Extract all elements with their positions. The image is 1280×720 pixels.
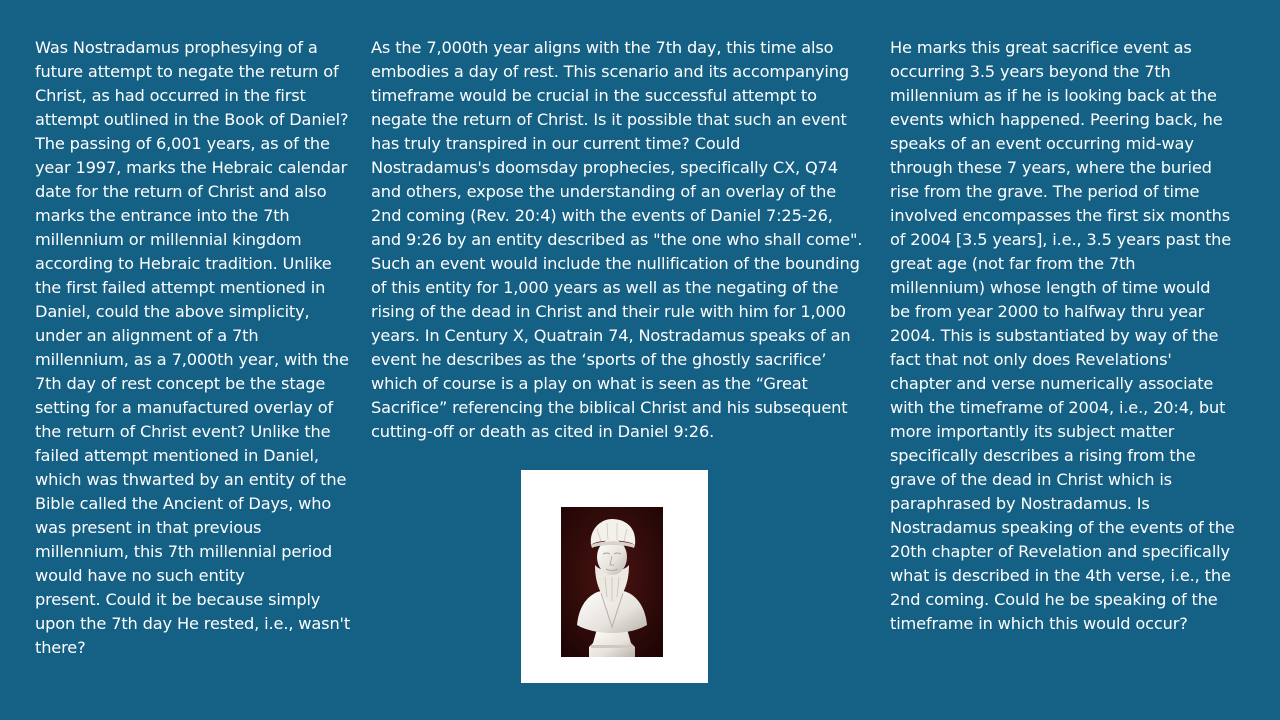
text-column-3: He marks this great sacrifice event as occurring 3.5 years beyond the 7th millennium as if he is looking back at the events which happened. Peering back, he speaks of an event occurring mid-way through these 7 years, where the buried rise from the grave. The period of time involved encompasses the first six months of 2004 [3.5 years], i.e., 3.5 years past the great age (not far from the 7th millennium) whose length of time would be from year 2000 to halfway thru year 2004. This is substantiated by way of the fact that not only does Revelations' chapter and verse numerically associate with the timeframe of 2004, i.e., 20:4, but more importantly its subject matter specifically describes a rising from the grave of the dead in Christ which is paraphrased by Nostradamus. Is Nostradamus speaking of the events of the 20th chapter of Revelation and specifically what is described in the 4th verse, i.e., the 2nd coming. Could he be speaking of the timeframe in which this would occur? xyxy=(890,38,1235,633)
nostradamus-bust-image xyxy=(561,507,663,657)
text-column-1: Was Nostradamus prophesying of a future attempt to negate the return of Christ, as had occurred in the first attempt outlined in the Book of Daniel? The passing of 6,001 years, as of the year 1997, marks the Hebraic calendar date for the return of Christ and also marks the entrance into the 7th millennium or millennial kingdom according to Hebraic tradition. Unlike the first failed attempt mentioned in Daniel, could the above simplicity, under an alignment of a 7th millennium, as a 7,000th year, with the 7th day of rest concept be the stage setting for a manufactured overlay of the return of Christ event? Unlike the failed attempt mentioned in Daniel, which was thwarted by an entity of the Bible called the Ancient of Days, who was present in that previous millennium, this 7th millennial period would have no such entity present. Could it be because simply upon the 7th day He rested, i.e., wasn't there? xyxy=(35,38,351,657)
text-column-2: As the 7,000th year aligns with the 7th day, this time also embodies a day of rest. This scenario and its accompanying timeframe would be crucial in the successful attempt to negate the return of Christ. Is it possible that such an event has truly transpired in our current time? Could Nostradamus's doomsday prophecies, specifically CX, Q74 and others, expose the understanding of an overlay of the 2nd coming (Rev. 20:4) with the events of Daniel 7:25-26, and 9:26 by an entity described as "the one who shall come". Such an event would include the nullification of the bounding of this entity for 1,000 years as well as the negating of the rising of the dead in Christ and their rule with him for 1,000 years. In Century X, Quatrain 74, Nostradamus speaks of an event he describes as the ‘sports of the ghostly sacrifice’ which of course is a play on what is seen as the “Great Sacrifice” referencing the biblical Christ and his subsequent cutting-off or death as cited in Daniel 9:26. xyxy=(371,38,863,441)
portrait-frame xyxy=(521,470,708,683)
